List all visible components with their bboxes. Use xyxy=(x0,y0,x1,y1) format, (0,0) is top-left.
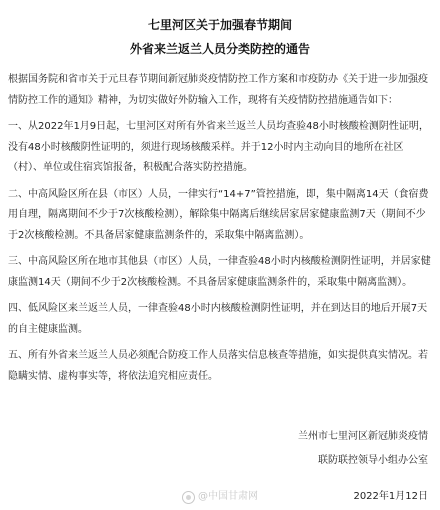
signature-date: 2022年1月12日 xyxy=(353,491,428,502)
item-5-paragraph: 五、所有外省来兰返兰人员必须配合防疫工作人员落实信息核查等措施，如实提供真实情况。若隐瞒实情、虚构事实等，将依法追究相应责任。 xyxy=(8,350,428,382)
item-3-paragraph: 三、中高风险区所在地市其他县（市区）人员，一律查验48小时内核酸检测阴性证明，并居家健康监测14天（期间不少于2次核酸检测。不具备居家健康监测条件的，采取集中隔离监测）。 xyxy=(8,256,431,288)
signature-org-line1: 兰州市七里河区新冠肺炎疫情 xyxy=(298,431,428,442)
item-1-paragraph: 一、从2022年1月9日起，七里河区对所有外省来兰返兰人员均查验48小时核酸检测阴性证明，没有48小时核酸阴性证明的，须进行现场核酸采样。并于12小时内主动向目的地所在社区（村）、单位或住宿宾馆报备，积极配合落实防控措施。 xyxy=(8,121,429,173)
weibo-icon xyxy=(182,491,195,504)
item-2-paragraph: 二、中高风险区所在县（市区）人员，一律实行“14+7”管控措施，即，集中隔离14天（食宿费用自理，隔离期间不少于7次核酸检测），解除集中隔离后继续居家居家健康监测7天（期间不少于2次核酸检测。不具备居家健康监测条件的，采取集中隔离监测）。 xyxy=(8,188,429,241)
signature-org-line2: 联防联控领导小组办公室 xyxy=(318,455,428,466)
notice-body xyxy=(8,70,434,387)
notice-title-line1: 七里河区关于加强春节期间 xyxy=(147,18,292,32)
item-4-paragraph: 四、低风险区来兰返兰人员，一律查验48小时内核酸检测阴性证明，并在到达目的地后开展7天的自主健康监测。 xyxy=(8,303,428,335)
watermark-text: @中国甘肃网 xyxy=(198,491,258,502)
notice-title-line2: 外省来兰返兰人员分类防控的通告 xyxy=(129,42,310,56)
intro-paragraph: 根据国务院和省市关于元旦春节期间新冠肺炎疫情防控工作方案和市疫防办《关于进一步加强疫情防控工作的通知》精神，为切实做好外防输入工作，现将有关疫情防控措施通告如下： xyxy=(8,74,428,106)
watermark xyxy=(182,490,258,504)
